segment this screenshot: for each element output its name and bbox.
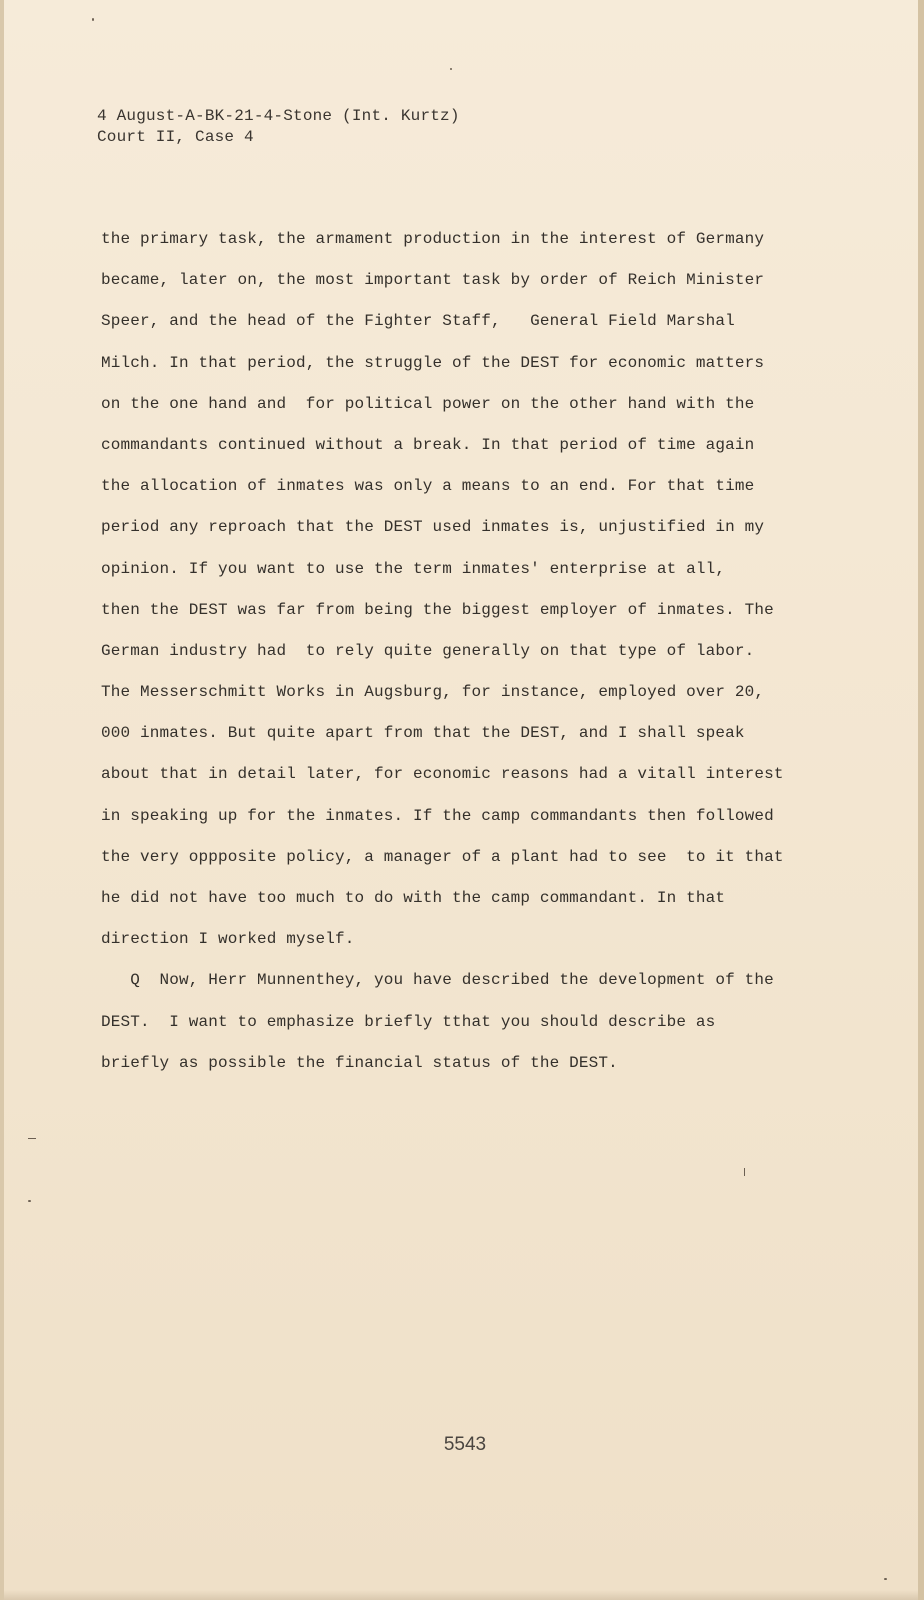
transcript-line: 000 inmates. But quite apart from that the DEST, and I shall speak	[101, 724, 745, 743]
transcript-line: became, later on, the most important task by order of Reich Minister	[101, 271, 765, 290]
transcript-line: briefly as possible the financial status of the DEST.	[101, 1053, 618, 1072]
transcript-line: he did not have too much to do with the camp commandant. In that	[101, 889, 726, 907]
transcript-line: then the DEST was far from being the biggest employer of inmates. The	[101, 600, 774, 619]
paper-speck	[744, 1168, 745, 1176]
transcript-line: Milch. In that period, the struggle of the DEST for economic matters	[101, 353, 765, 372]
transcript-line: the allocation of inmates was only a means to an end. For that time	[101, 477, 755, 496]
transcript-line: the primary task, the armament production in the interest of Germany	[101, 230, 765, 248]
transcript-line: opinion. If you want to use the term inmates' enterprise at all,	[101, 559, 726, 578]
document-header	[97, 106, 460, 148]
transcript-line: period any reproach that the DEST used inmates is, unjustified in my	[101, 518, 765, 537]
transcript-body	[101, 228, 821, 1093]
transcript-line: direction I worked myself.	[101, 930, 355, 949]
paper-speck	[28, 1138, 36, 1139]
transcript-line: on the one hand and for political power on the other hand with the	[101, 394, 755, 413]
transcript-line: Speer, and the head of the Fighter Staff, General Field Marshal	[101, 312, 735, 331]
transcript-line: The Messerschmitt Works in Augsburg, for instance, employed over 20,	[101, 683, 765, 702]
page-number: 5543	[443, 1434, 487, 1455]
transcript-line: commandants continued without a break. In that period of time again	[101, 435, 755, 454]
paper-speck	[450, 68, 452, 70]
transcript-question-line: Q Now, Herr Munnenthey, you have described the development of the	[101, 971, 774, 990]
paper-speck	[28, 1200, 31, 1202]
transcript-line: German industry had to rely quite generally on that type of labor.	[101, 641, 755, 660]
transcript-line: in speaking up for the inmates. If the camp commandants then followed	[101, 806, 774, 825]
transcript-line: the very oppposite policy, a manager of a plant had to see to it that	[101, 847, 784, 866]
paper-speck	[884, 1578, 887, 1580]
transcript-line: DEST. I want to emphasize briefly tthat you should describe as	[101, 1012, 716, 1031]
paper-speck	[92, 18, 94, 21]
header-court-line: Court II, Case 4	[97, 128, 254, 146]
header-reference-line: 4 August-A-BK-21-4-Stone (Int. Kurtz)	[97, 107, 460, 125]
paper-bottom-edge	[4, 1590, 918, 1600]
transcript-line: about that in detail later, for economic reasons had a vitall interest	[101, 765, 784, 784]
